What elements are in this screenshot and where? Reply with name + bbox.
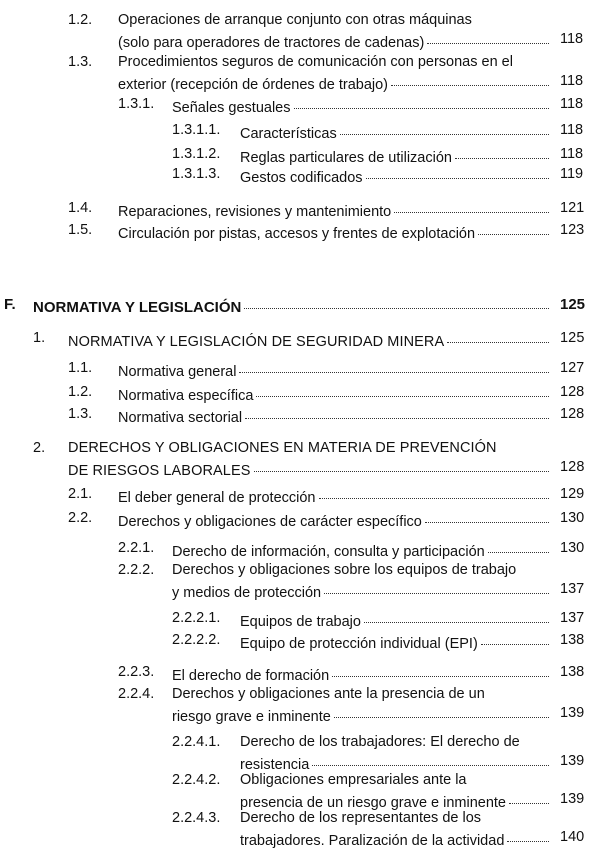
toc-entry-title-line: Gestos codificados — [240, 169, 363, 186]
dot-leader — [447, 327, 549, 343]
toc-entry-page-number: 127 — [560, 360, 585, 376]
toc-entry-page-number: 139 — [560, 753, 585, 769]
dot-leader — [340, 119, 549, 135]
dot-leader — [319, 483, 550, 499]
toc-entry-number: 1.3.1.1. — [172, 122, 221, 138]
toc-entry-title-line: DERECHOS Y OBLIGACIONES EN MATERIA DE PREVENCIÓN — [68, 440, 497, 456]
toc-entry-title-line: Reparaciones, revisiones y mantenimiento — [118, 203, 392, 220]
toc-entry-title-row — [172, 581, 552, 601]
toc-entry-title-row — [240, 829, 552, 849]
toc-entry-title-line: Equipo de protección individual (EPI) — [240, 635, 478, 652]
toc-entry-number: 1.5. — [68, 222, 93, 238]
toc-entry-title-line: Derecho de los representantes de los — [240, 810, 482, 826]
toc-entry-title-line: NORMATIVA Y LEGISLACIÓN DE SEGURIDAD MINERA — [68, 333, 445, 350]
toc-entry-number: 2.2.3. — [118, 664, 155, 680]
toc-entry-number: 2.2.1. — [118, 540, 155, 556]
toc-entry-number: 1.3.1. — [118, 96, 155, 112]
toc-entry-number: 1.3. — [68, 54, 93, 70]
dot-leader — [391, 70, 549, 86]
toc-entry-title-line: El derecho de formación — [172, 667, 330, 684]
toc-entry-title-row — [172, 664, 552, 684]
toc-entry-title-line: Procedimientos seguros de comunicación con personas en el — [118, 54, 513, 70]
dot-leader — [488, 537, 549, 553]
toc-entry-title-line: Normativa sectorial — [118, 409, 243, 426]
dot-leader — [239, 357, 549, 373]
toc-entry-number: 1.4. — [68, 200, 93, 216]
toc-entry-page-number: 118 — [560, 73, 584, 89]
toc-entry-title-line: resistencia — [240, 756, 310, 773]
dot-leader — [245, 403, 549, 419]
toc-entry-number: 2.2.2. — [118, 562, 155, 578]
toc-entry-title-row — [68, 330, 552, 350]
toc-entry-title-row — [33, 296, 552, 316]
toc-entry-page-number: 118 — [560, 96, 584, 112]
toc-entry-page-number: 137 — [560, 610, 585, 626]
toc-entry-number: 1.2. — [68, 384, 93, 400]
dot-leader — [481, 629, 549, 645]
toc-entry-title-line: DE RIESGOS LABORALES — [68, 462, 251, 479]
toc-entry-number: 2. — [33, 440, 46, 456]
toc-entry-title-line: Derecho de los trabajadores: El derecho de — [240, 734, 520, 750]
toc-entry-title-line: Circulación por pistas, accesos y frentes de explotación — [118, 225, 476, 242]
toc-entry-title-row — [118, 31, 552, 51]
dot-leader — [455, 143, 549, 159]
toc-entry-title-line: Normativa general — [118, 363, 237, 380]
dot-leader — [509, 788, 549, 804]
toc-entry-title-row — [172, 96, 552, 116]
toc-entry-title-row — [240, 753, 552, 773]
toc-entry-page-number: 138 — [560, 664, 585, 680]
toc-entry-title-line: Reglas particulares de utilización — [240, 149, 452, 166]
toc-entry-title-line: Normativa específica — [118, 387, 254, 404]
toc-entry-page-number: 130 — [560, 540, 585, 556]
dot-leader — [244, 293, 549, 309]
toc-entry-title-row — [240, 610, 552, 630]
toc-entry-title-line: trabajadores. Paralización de la actividad — [240, 832, 505, 849]
toc-entry-title-line: Derechos y obligaciones de carácter específico — [118, 513, 422, 530]
dot-leader — [394, 197, 549, 213]
toc-entry-number: 1.3.1.3. — [172, 166, 221, 182]
toc-entry-title-row — [240, 166, 552, 186]
toc-entry-title-row — [118, 510, 552, 530]
toc-entry-number: 2.2.4. — [118, 686, 155, 702]
toc-entry-title-line: Derechos y obligaciones sobre los equipos de trabajo — [172, 562, 517, 578]
toc-entry-number: 1.3. — [68, 406, 93, 422]
toc-entry-title-row — [240, 632, 552, 652]
toc-entry-number: 2.2.4.1. — [172, 734, 221, 750]
dot-leader — [332, 661, 549, 677]
toc-entry-title-row — [118, 360, 552, 380]
toc-entry-title-row — [118, 486, 552, 506]
toc-entry-page-number: 125 — [560, 330, 585, 346]
toc-entry-number: 2.2.2.1. — [172, 610, 221, 626]
toc-entry-title-line: exterior (recepción de órdenes de trabajo) — [118, 76, 389, 93]
dot-leader — [478, 219, 549, 235]
dot-leader — [425, 507, 549, 523]
dot-leader — [256, 381, 549, 397]
toc-entry-page-number: 128 — [560, 459, 585, 475]
toc-entry-title-row — [68, 459, 552, 479]
toc-entry-page-number: 118 — [560, 146, 584, 162]
toc-entry-page-number: 118 — [560, 31, 584, 47]
dot-leader — [364, 607, 549, 623]
toc-entry-page-number: 140 — [560, 829, 585, 845]
toc-entry-number: 2.2. — [68, 510, 93, 526]
toc-entry-title-row — [118, 406, 552, 426]
toc-entry-number: 1.2. — [68, 12, 93, 28]
toc-entry-page-number: 128 — [560, 384, 585, 400]
toc-entry-page-number: 139 — [560, 791, 585, 807]
dot-leader — [324, 578, 549, 594]
toc-entry-title-line: El deber general de protección — [118, 489, 316, 506]
toc-entry-title-row — [172, 540, 552, 560]
toc-entry-title-line: (solo para operadores de tractores de cadenas) — [118, 34, 425, 51]
dot-leader — [507, 826, 549, 842]
toc-entry-title-line: Obligaciones empresariales ante la — [240, 772, 467, 788]
toc-entry-title-row — [118, 200, 552, 220]
toc-entry-title-row — [118, 73, 552, 93]
toc-entry-title-line: presencia de un riesgo grave e inminente — [240, 794, 506, 811]
dot-leader — [334, 702, 549, 718]
toc-entry-page-number: 137 — [560, 581, 585, 597]
toc-entry-page-number: 139 — [560, 705, 585, 721]
toc-entry-number: 2.2.4.2. — [172, 772, 221, 788]
toc-entry-title-line: Operaciones de arranque conjunto con otras máquinas — [118, 12, 472, 28]
toc-entry-title-line: NORMATIVA Y LEGISLACIÓN — [33, 299, 242, 316]
toc-entry-page-number: 129 — [560, 486, 585, 502]
toc-entry-title-line: riesgo grave e inminente — [172, 708, 331, 725]
toc-entry-page-number: 121 — [560, 200, 585, 216]
toc-entry-title-row — [118, 222, 552, 242]
toc-entry-number: F. — [4, 296, 16, 313]
toc-entry-page-number: 138 — [560, 632, 585, 648]
toc-entry-title-row — [240, 791, 552, 811]
toc-entry-title-row — [240, 122, 552, 142]
toc-entry-number: 1.1. — [68, 360, 93, 376]
toc-entry-title-row — [172, 705, 552, 725]
toc-entry-title-line: Señales gestuales — [172, 99, 291, 116]
toc-entry-number: 2.1. — [68, 486, 93, 502]
dot-leader — [366, 163, 549, 179]
dot-leader — [294, 93, 550, 109]
toc-entry-page-number: 118 — [560, 122, 584, 138]
dot-leader — [254, 456, 549, 472]
toc-entry-title-line: Equipos de trabajo — [240, 613, 361, 630]
dot-leader — [312, 750, 549, 766]
toc-entry-title-line: Características — [240, 125, 337, 142]
toc-entry-number: 2.2.4.3. — [172, 810, 221, 826]
toc-entry-title-row — [118, 384, 552, 404]
toc-entry-number: 1. — [33, 330, 46, 346]
toc-entry-title-line: y medios de protección — [172, 584, 322, 601]
toc-entry-title-line: Derechos y obligaciones ante la presencia de un — [172, 686, 485, 702]
toc-entry-page-number: 130 — [560, 510, 585, 526]
toc-entry-page-number: 125 — [560, 296, 586, 313]
toc-entry-page-number: 123 — [560, 222, 585, 238]
toc-entry-number: 1.3.1.2. — [172, 146, 221, 162]
toc-entry-page-number: 128 — [560, 406, 585, 422]
dot-leader — [427, 28, 549, 44]
toc-entry-title-line: Derecho de información, consulta y participación — [172, 543, 485, 560]
toc-entry-page-number: 119 — [560, 166, 584, 182]
toc-entry-number: 2.2.2.2. — [172, 632, 221, 648]
